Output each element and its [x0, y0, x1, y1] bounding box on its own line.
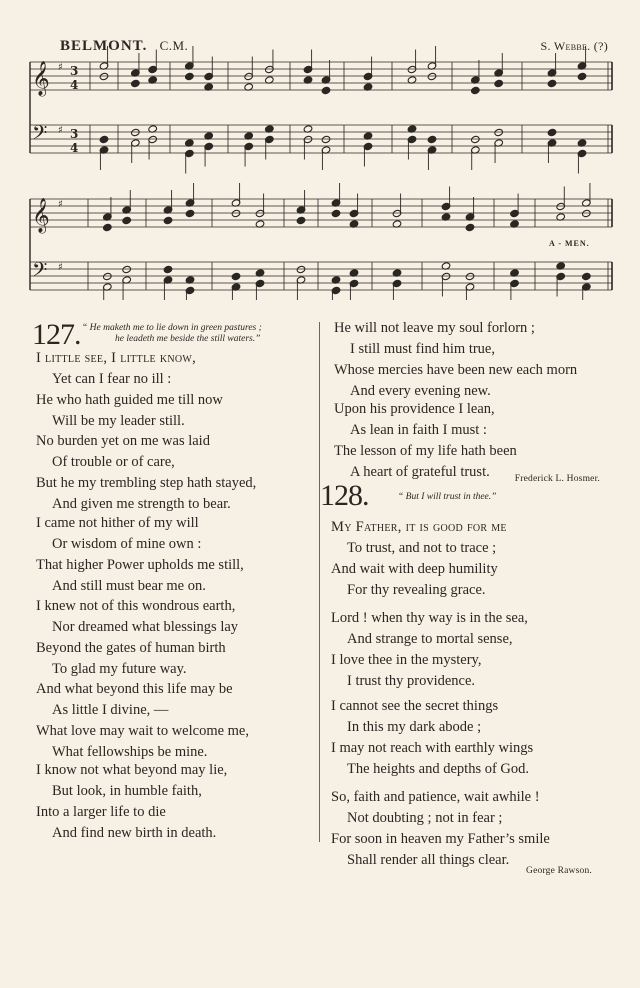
svg-text:♯: ♯: [58, 125, 63, 136]
stanza-line: Into a larger life to die: [36, 804, 166, 820]
svg-text:3: 3: [70, 64, 79, 78]
stanza-line: Will be my leader still.: [52, 413, 185, 429]
stanza-line: As little I divine, —: [52, 702, 169, 718]
hymn-128-number: 128.: [320, 479, 369, 512]
stanza-line: Not doubting ; not in fear ;: [347, 810, 503, 826]
stanza-line: So, faith and patience, wait awhile !: [331, 789, 540, 805]
hymn-128-stanza-1: [331, 517, 507, 601]
column-divider: [319, 322, 320, 842]
music-score: [0, 0, 640, 300]
stanza-line: Upon his providence I lean,: [334, 401, 495, 417]
stanza-line: I love thee in the mystery,: [331, 652, 482, 668]
stanza-line: Beyond the gates of human birth: [36, 640, 226, 656]
stanza-line: Nor dreamed what blessings lay: [52, 619, 239, 635]
stanza-line: I came not hither of my will: [36, 515, 199, 531]
stanza-line: I may not reach with earthly wings: [331, 740, 534, 756]
stanza-line: For soon in heaven my Father’s smile: [331, 831, 550, 847]
stanza-line: The lesson of my life hath been: [334, 443, 517, 459]
tune-composer: S. Webbe. (?): [540, 39, 608, 53]
stanza-line: I still must find him true,: [350, 341, 495, 357]
hymn-127-stanza-7: [334, 318, 577, 402]
hymn-128-stanza-4: [331, 787, 550, 871]
svg-text:𝄢: 𝄢: [32, 121, 48, 149]
svg-text:𝄢: 𝄢: [32, 258, 48, 286]
stanza-line: I cannot see the secret things: [331, 698, 499, 714]
hymn-127-stanza-3: [36, 513, 244, 597]
hymn-128-stanza-2: [331, 608, 528, 692]
stanza-line: [36, 348, 223, 369]
amen-label: A - MEN.: [549, 239, 590, 248]
stanza-line: To trust, and not to trace ;: [347, 540, 497, 556]
tune-name: BELMONT.: [60, 38, 148, 54]
stanza-line: And find new birth in death.: [52, 825, 217, 841]
svg-text:♯: ♯: [58, 262, 63, 273]
stanza-line: And wait with deep humility: [331, 561, 498, 577]
svg-text:♯: ♯: [58, 62, 63, 73]
stanza-line: And still must bear me on.: [52, 578, 206, 594]
stanza-line-text: I little see, I little know,: [36, 350, 197, 366]
hymn-128-stanza-3: [331, 696, 533, 780]
stanza-line: And what beyond this life may be: [36, 681, 233, 697]
hymn-127-number: 127.: [32, 318, 81, 351]
stanza-line: I trust thy providence.: [347, 673, 476, 689]
hymn-127-epigraph-line-1: “ He maketh me to lie down in green pastures ;: [82, 323, 262, 333]
svg-text:♯: ♯: [58, 199, 63, 210]
svg-text:4: 4: [70, 78, 79, 92]
stanza-line: And given me strength to bear.: [52, 496, 231, 512]
stanza-line: [331, 517, 507, 538]
stanza-line: The heights and depths of God.: [347, 761, 530, 777]
stanza-line: Shall render all things clear.: [347, 852, 510, 868]
hymn-128-epigraph: “ But I will trust in thee.”: [398, 492, 497, 502]
stanza-line: But he my trembling step hath stayed,: [36, 475, 257, 491]
hymn-127-author: Frederick L. Hosmer.: [514, 474, 600, 484]
stanza-line: A heart of grateful trust.: [350, 464, 490, 480]
stanza-line: No burden yet on me was laid: [36, 433, 210, 449]
svg-text:𝄞: 𝄞: [32, 198, 50, 233]
stanza-line: And every evening new.: [350, 383, 491, 399]
stanza-line: Or wisdom of mine own :: [52, 536, 202, 552]
hymn-127-stanza-2: [36, 431, 256, 515]
stanza-line-text: My Father, it is good for me: [331, 519, 507, 535]
hymn-128-author: George Rawson.: [526, 866, 592, 876]
hymn-127-stanza-5: [36, 679, 249, 763]
stanza-line: He who hath guided me till now: [36, 392, 223, 408]
hymn-127-stanza-8: [334, 399, 517, 483]
stanza-line: What fellowships be mine.: [52, 744, 208, 760]
tune-meter: C.M.: [159, 38, 189, 53]
stanza-line: For thy revealing grace.: [347, 582, 486, 598]
stanza-line: He will not leave my soul forlorn ;: [334, 320, 535, 336]
hymn-127-stanza-1: [36, 348, 223, 432]
hymn-127-stanza-6: [36, 760, 227, 844]
stanza-line: I knew not of this wondrous earth,: [36, 598, 236, 614]
stanza-line: But look, in humble faith,: [52, 783, 202, 799]
stanza-line: As lean in faith I must :: [350, 422, 487, 438]
stanza-line: That higher Power upholds me still,: [36, 557, 244, 573]
hymn-127-epigraph-line-2: he leadeth me beside the still waters.”: [115, 334, 261, 344]
svg-text:4: 4: [70, 141, 79, 155]
hymn-127-stanza-4: [36, 596, 238, 680]
stanza-line: Yet can I fear no ill :: [52, 371, 172, 387]
stanza-line: Lord ! when thy way is in the sea,: [331, 610, 528, 626]
stanza-line: To glad my future way.: [52, 661, 187, 677]
svg-text:3: 3: [70, 127, 79, 141]
svg-text:𝄞: 𝄞: [32, 61, 50, 96]
stanza-line: I know not what beyond may lie,: [36, 762, 228, 778]
stanza-line: What love may wait to welcome me,: [36, 723, 249, 739]
stanza-line: In this my dark abode ;: [347, 719, 482, 735]
stanza-line: And strange to mortal sense,: [347, 631, 513, 647]
stanza-line: Of trouble or of care,: [52, 454, 175, 470]
stanza-line: Whose mercies have been new each morn: [334, 362, 578, 378]
